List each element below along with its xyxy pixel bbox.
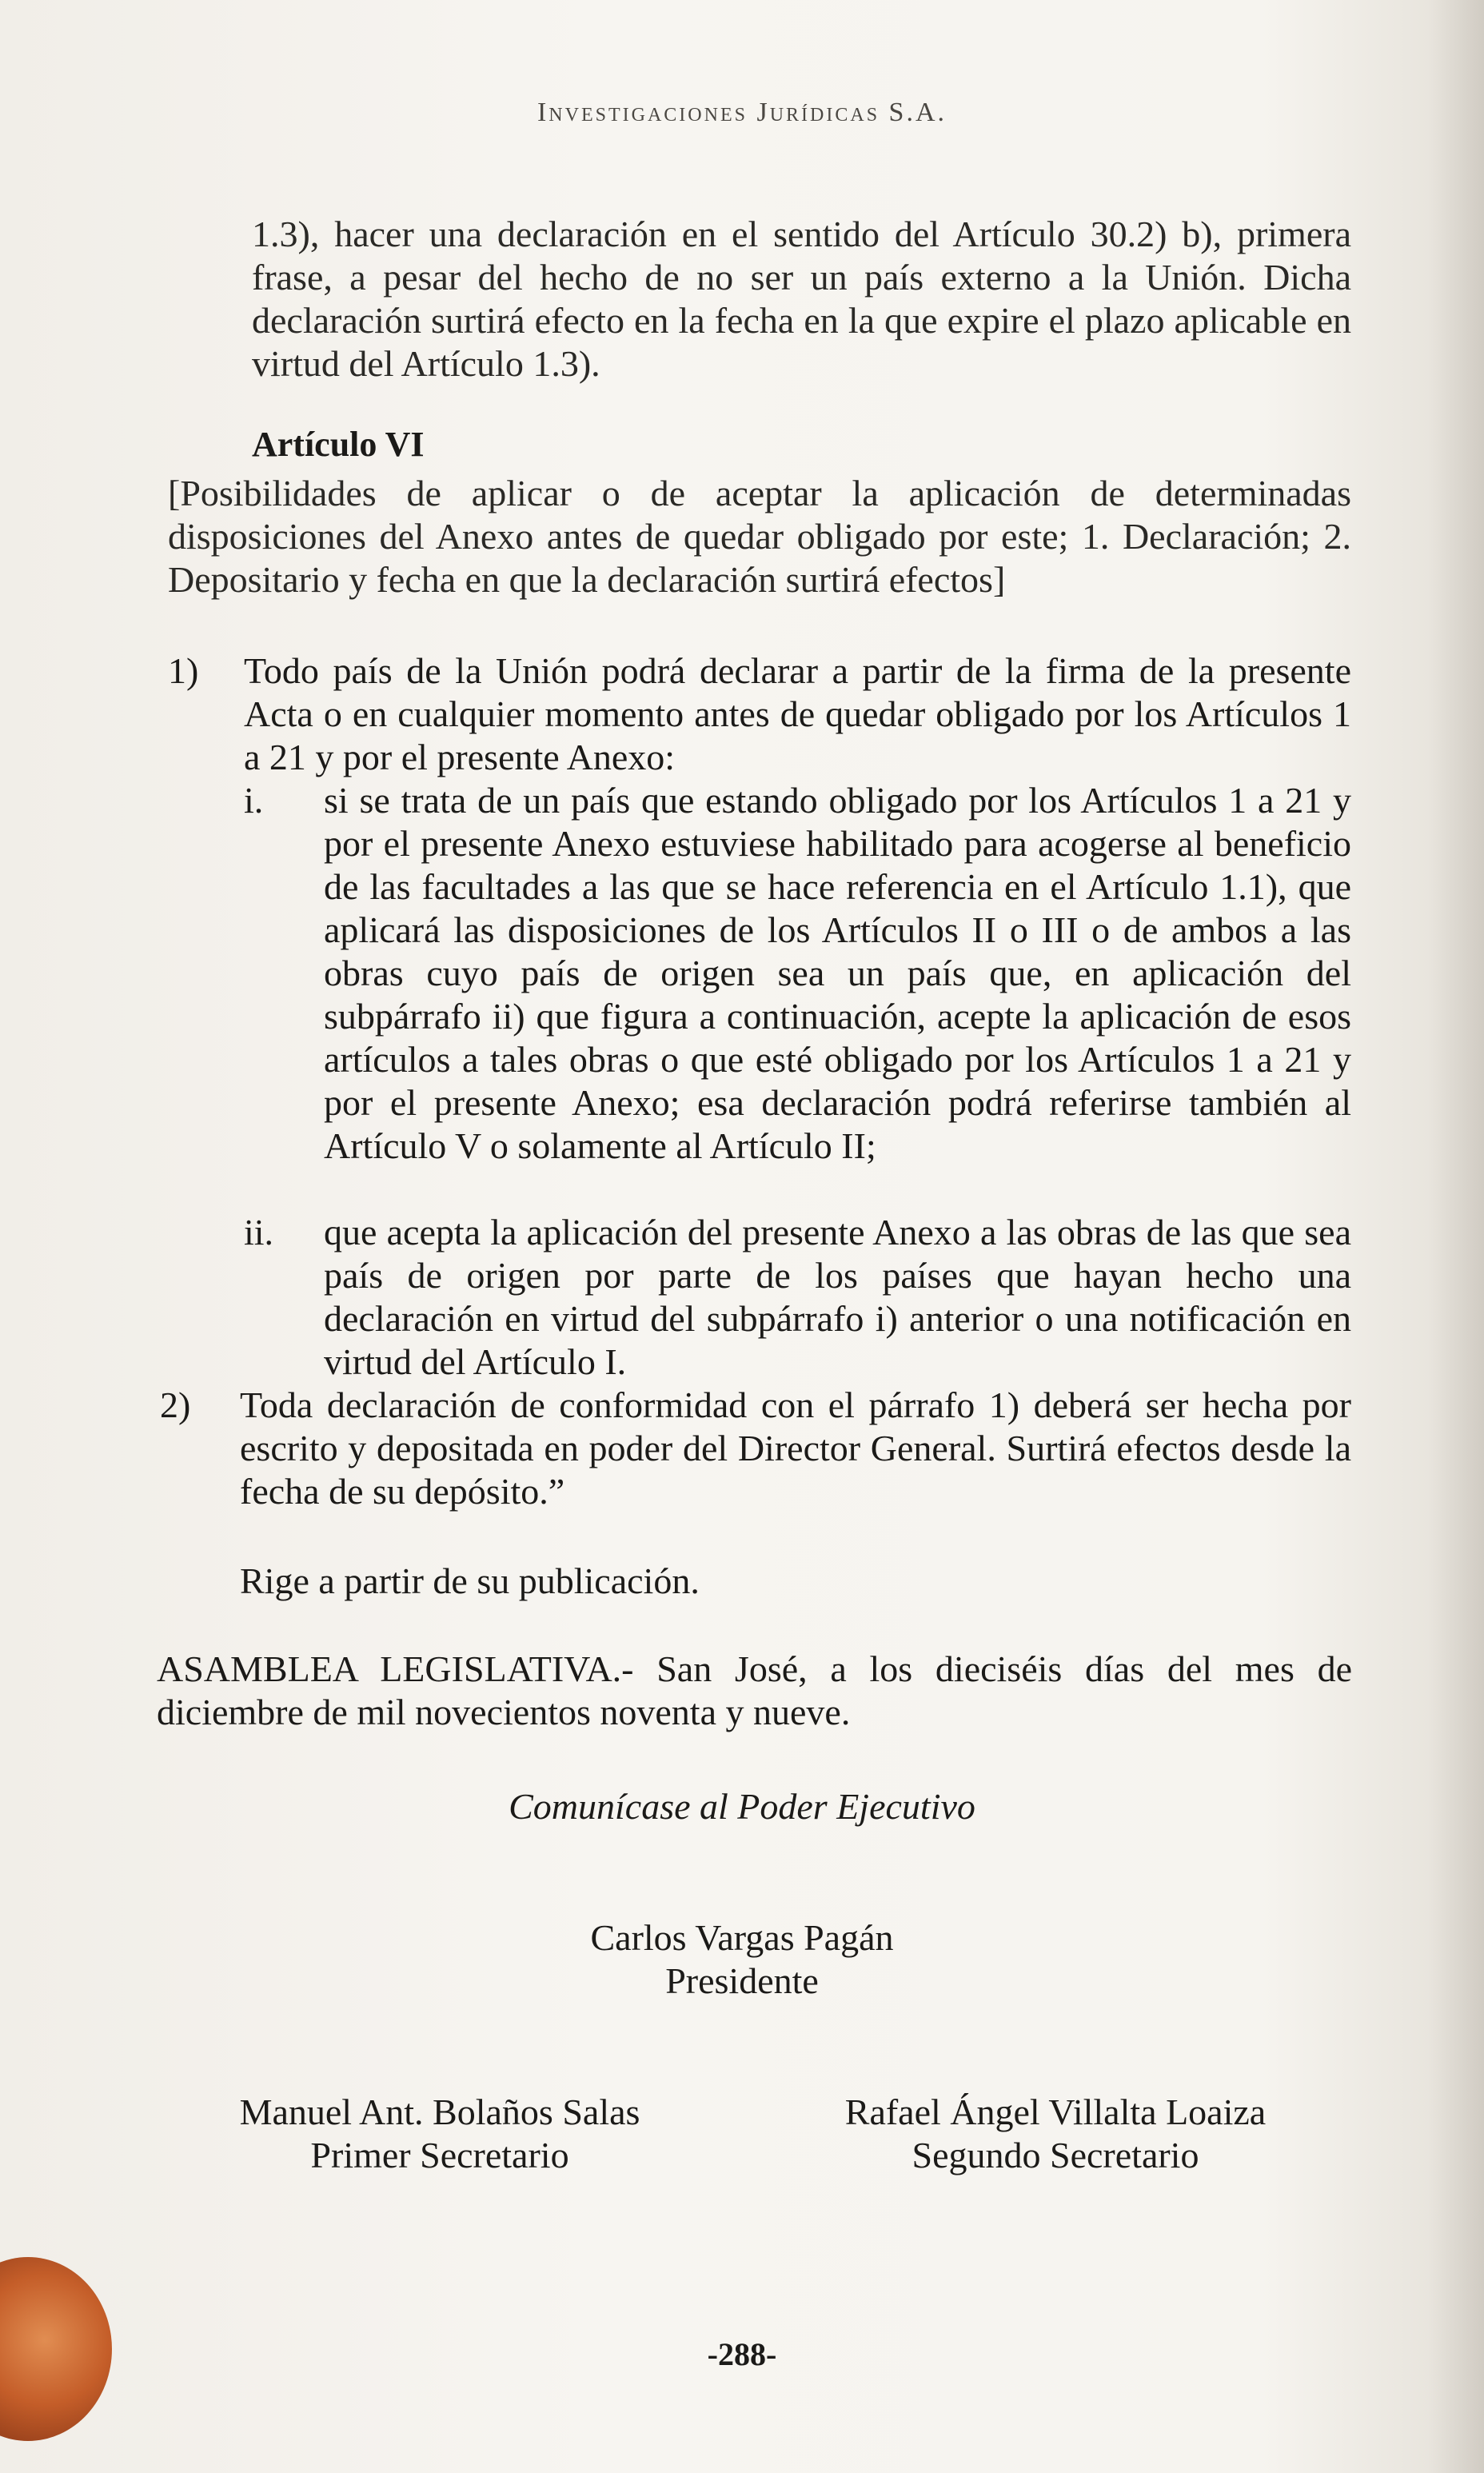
signatory-role: Primer Secretario <box>310 2135 569 2175</box>
item-1-number: 1) <box>168 650 199 691</box>
subitem-i-text: si se trata de un país que estando obligado por los Artículos 1 a 21 y por el presente Anexo estuviese habilitado para acogerse al beneficio de las facultades a las que se hace referencia en el Artículo 1.1), que aplicará las disposiciones de los Artículos II o III o de ambos a las obras cuyo país de origen sea un país que, en aplicación del subpárrafo ii) que figura a continuación, acepte la aplicación de esos artículos a tales obras o que esté obligado por los Artículos 1 a 21 y por el presente Anexo; esa declaración podrá referirse también al Artículo V o solamente al Artículo II; <box>324 780 1351 1166</box>
subitem-i-number: i. <box>244 780 264 821</box>
communication-line: Comunícase al Poder Ejecutivo <box>509 1786 975 1827</box>
item-2-number: 2) <box>160 1384 191 1425</box>
page-edge-shadow <box>1428 0 1484 2473</box>
assembly-statement: ASAMBLEA LEGISLATIVA.- San José, a los dieciséis días del mes de diciembre de mil novecientos noventa y nueve. <box>157 1648 1352 1732</box>
item-2-text: Toda declaración de conformidad con el párrafo 1) deberá ser hecha por escrito y depositada en poder del Director General. Surtirá efectos desde la fecha de su depósito.” <box>240 1384 1351 1512</box>
president-signature <box>0 1916 1484 2003</box>
signatory-role: Presidente <box>665 1960 819 2001</box>
article-description: [Posibilidades de aplicar o de aceptar la aplicación de determinadas disposiciones del Anexo antes de quedar obligado por este; 1. Declaración; 2. Depositario y fecha en que la declaración surtirá efectos] <box>168 473 1351 600</box>
page-number: -288- <box>707 2336 777 2372</box>
signatory-name: Rafael Ángel Villalta Loaiza <box>844 2091 1267 2132</box>
continuation-paragraph: 1.3), hacer una declaración en el sentido del Artículo 30.2) b), primera frase, a pesar del hecho de no ser un país externo a la Unión. Dicha declaración surtirá efecto en la fecha en la que expire el plazo aplicable en virtud del Artículo 1.3). <box>252 214 1351 384</box>
effective-clause: Rige a partir de su publicación. <box>240 1560 700 1601</box>
running-header: Investigaciones Jurídicas S.A. <box>537 98 947 127</box>
article-title: Artículo VI <box>252 425 425 464</box>
second-secretary-signature <box>800 2091 1311 2177</box>
signatory-name: Manuel Ant. Bolaños Salas <box>239 2091 640 2132</box>
subitem-ii-number: ii. <box>244 1212 274 1252</box>
signatory-name: Carlos Vargas Pagán <box>590 1917 894 1958</box>
signatory-role: Segundo Secretario <box>912 2135 1199 2175</box>
subitem-ii-text: que acepta la aplicación del presente Anexo a las obras de las que sea país de origen por parte de los países que hayan hecho una declaración en virtud del subpárrafo i) anterior o una notificación en virtud del Artículo I. <box>324 1212 1351 1382</box>
first-secretary-signature <box>192 2091 688 2177</box>
item-1-text: Todo país de la Unión podrá declarar a partir de la firma de la presente Acta o en cualquier momento antes de quedar obligado por los Artículos 1 a 21 y por el presente Anexo: <box>244 650 1351 777</box>
